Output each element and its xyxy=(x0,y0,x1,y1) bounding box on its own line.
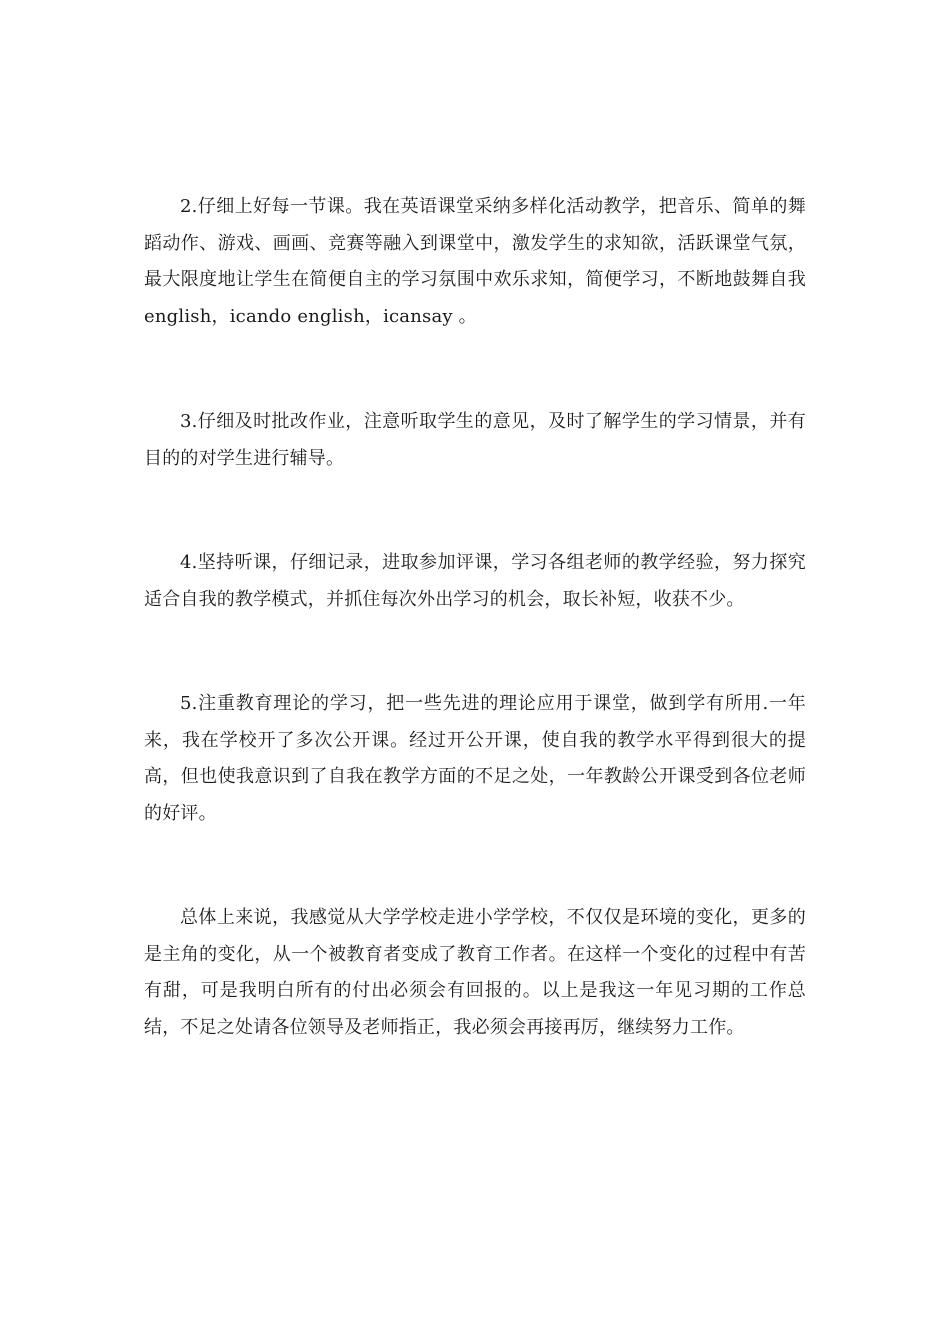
paragraph-item-3: 3.仔细及时批改作业，注意听取学生的意见，及时了解学生的学习情景，并有目的的对学生进行辅导。 xyxy=(144,411,806,469)
paragraph-item-2: 2.仔细上好每一节课。我在英语课堂采纳多样化活动教学，把音乐、简单的舞蹈动作、游戏、画画、竞赛等融入到课堂中，激发学生的求知欲，活跃课堂气氛，最大限度地让学生在简便自主的学习氛围中欢乐求知，简便学习，不断地鼓舞自我 english，icando english，icansay 。 xyxy=(144,196,806,327)
paragraph-item-5: 5.注重教育理论的学习，把一些先进的理论应用于课堂，做到学有所用.一年来，我在学校开了多次公开课。经过开公开课，使自我的教学水平得到很大的提高，但也使我意识到了自我在教学方面的不足之处，一年教龄公开课受到各位老师的好评。 xyxy=(144,693,806,824)
paragraph-item-4: 4.坚持听课，仔细记录，进取参加评课，学习各组老师的教学经验，努力探究适合自我的教学模式，并抓住每次外出学习的机会，取长补短，收获不少。 xyxy=(144,552,806,610)
paragraph-summary: 总体上来说，我感觉从大学学校走进小学学校，不仅仅是环境的变化，更多的是主角的变化，从一个被教育者变成了教育工作者。在这样一个变化的过程中有苦有甜，可是我明白所有的付出必须会有回报的。以上是我这一年见习期的工作总结，不足之处请各位领导及老师指正，我必须会再接再厉，继续努力工作。 xyxy=(144,907,806,1038)
